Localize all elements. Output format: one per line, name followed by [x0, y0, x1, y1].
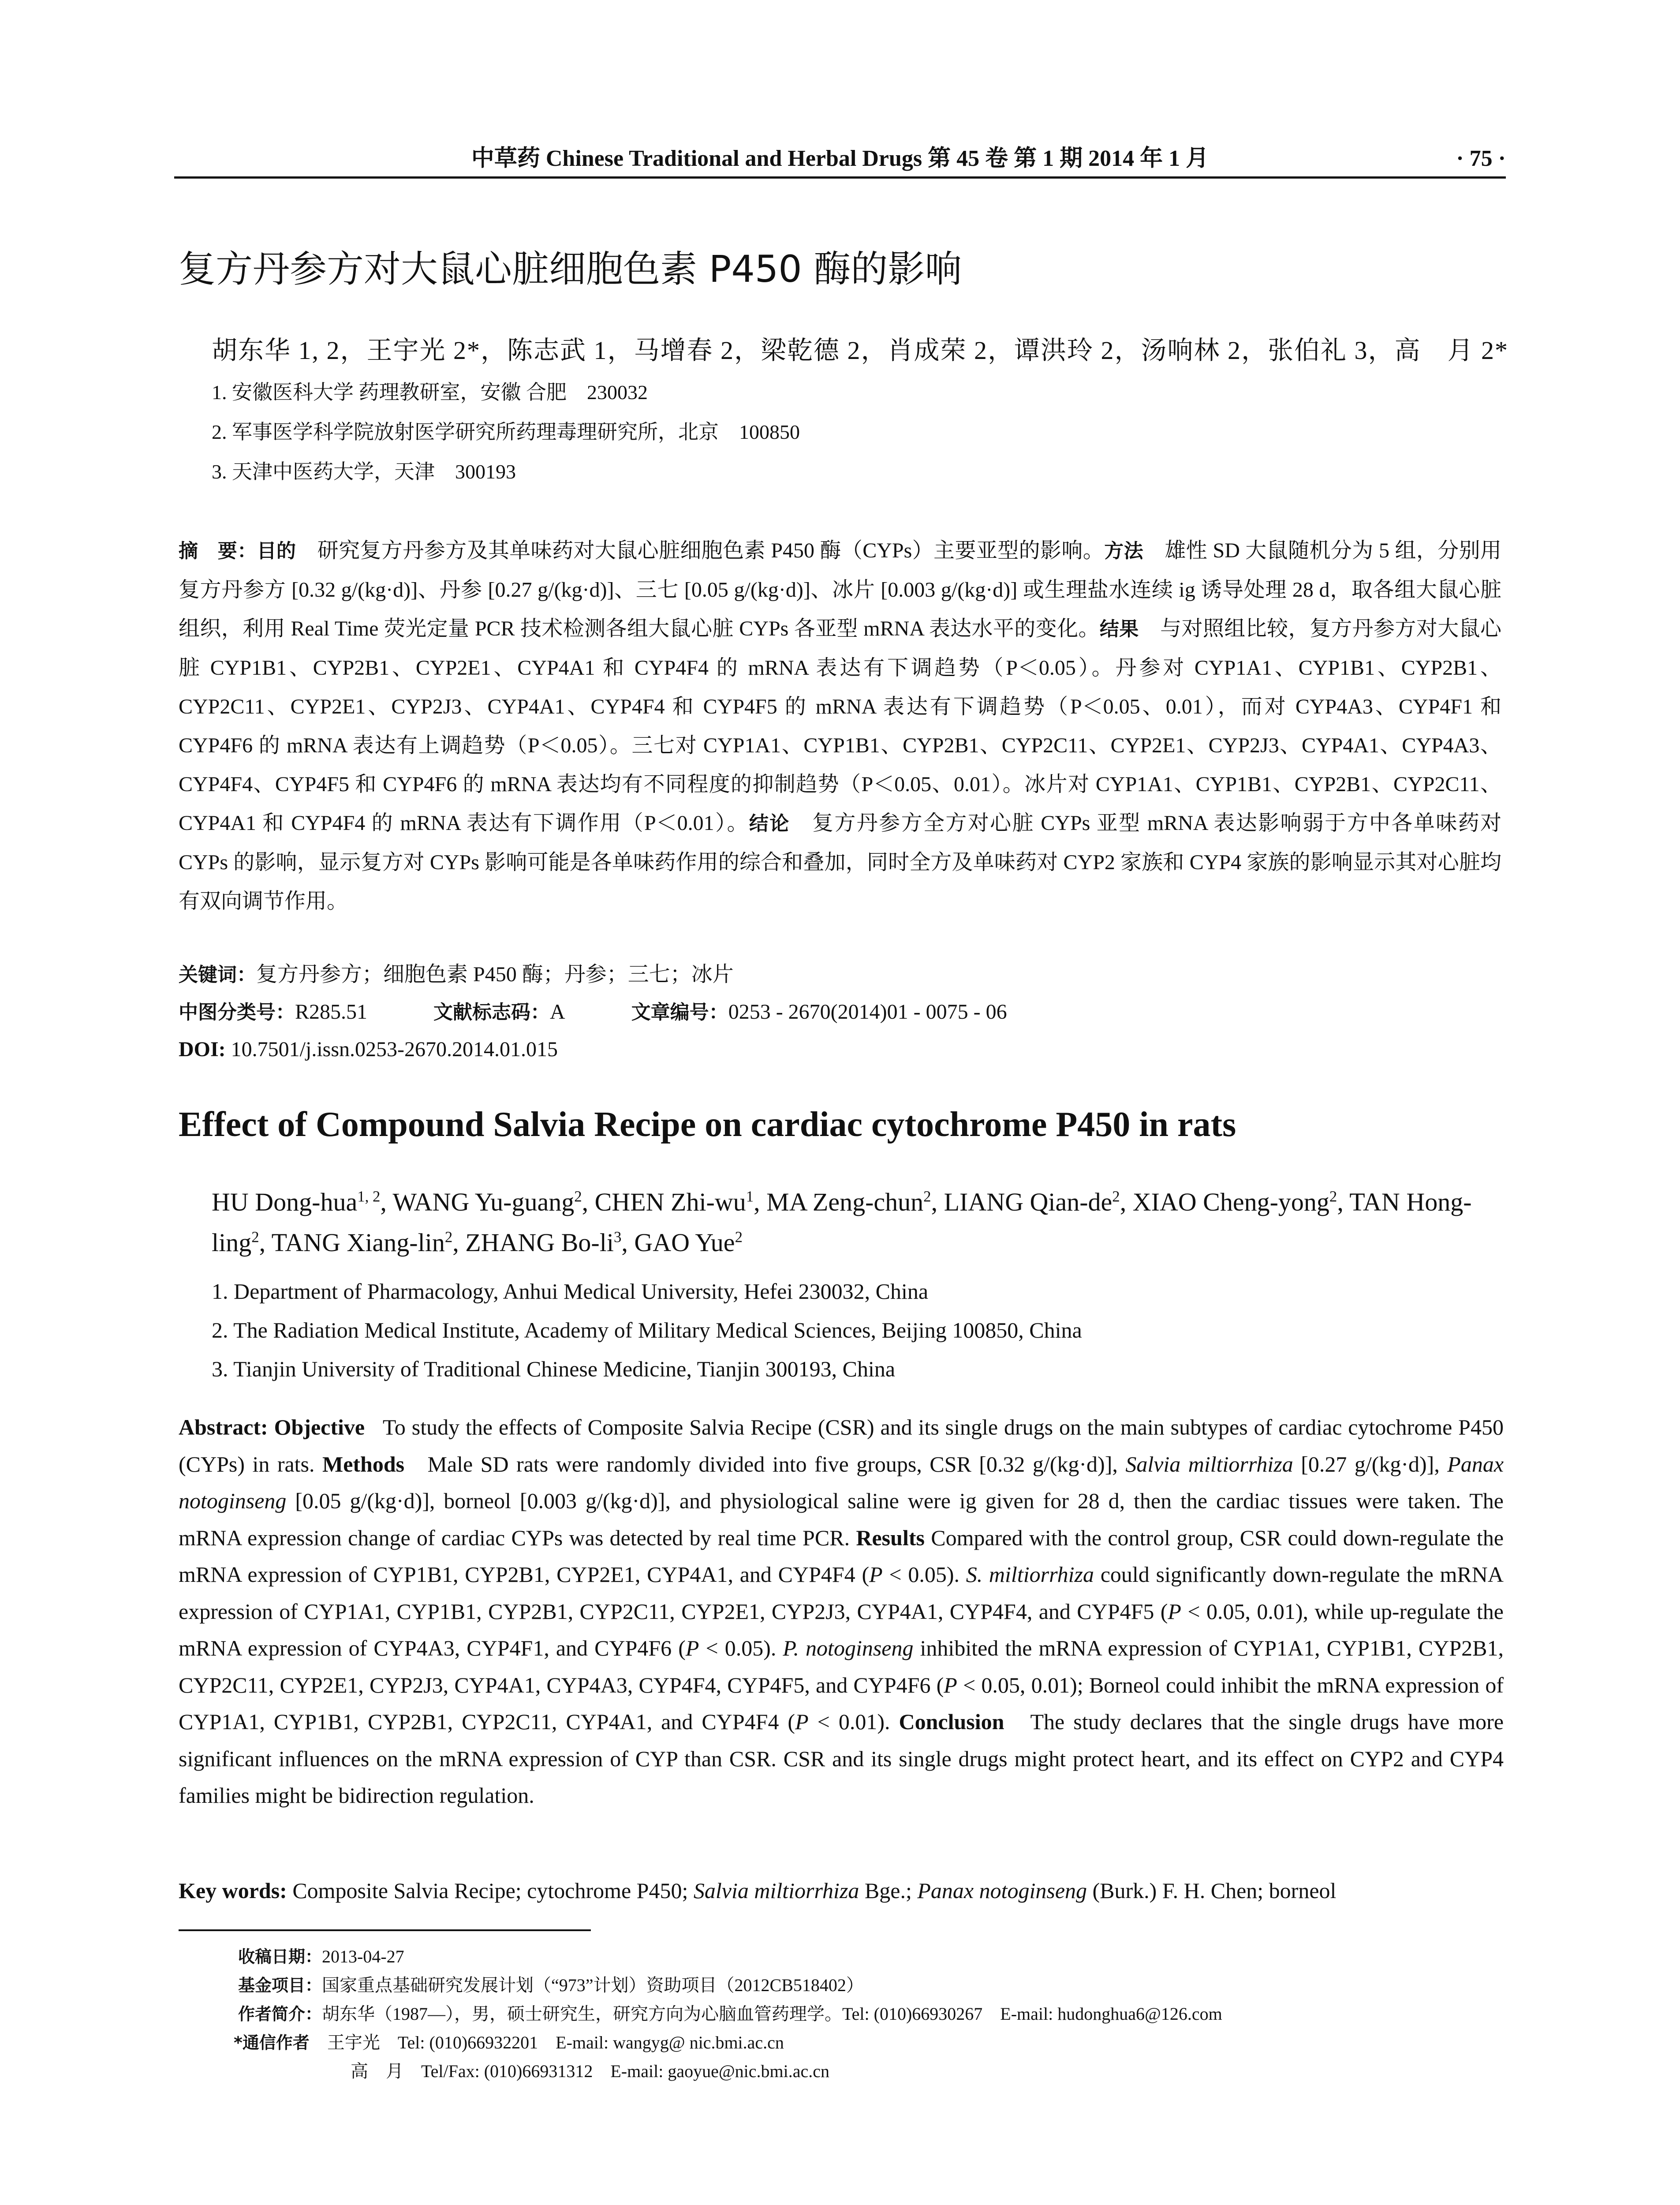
en-objective-text: To study the effects of Composite Salvia Recipe (CSR) and its single drugs on the main subtypes of cardiac cytochrome P450 (CYPs) in rats. — [179, 1415, 1504, 1476]
cn-article-no: 0253 - 2670(2014)01 - 0075 - 06 — [728, 1000, 1007, 1024]
cn-abstract — [179, 531, 1501, 921]
en-abstract — [179, 1409, 1504, 1814]
en-keywords-label: Key words: — [179, 1878, 287, 1903]
running-header — [174, 141, 1506, 181]
footnote-rule — [179, 1929, 591, 1931]
cn-abstract-label: 摘 要： — [179, 540, 257, 562]
page-number: · 75 · — [1456, 146, 1506, 171]
en-conclusion-label: Conclusion — [899, 1709, 1004, 1734]
header-rule — [174, 176, 1506, 179]
en-methods-label: Methods — [322, 1451, 405, 1476]
en-results-text: Compared with the control group, CSR could down-regulate the mRNA expression of CYP1B1, CYP2B1, CYP2E1, CYP4A1, and CYP4F4 (P < 0.05). S. miltiorrhiza could significantly down-regulate the mRNA expression of CYP1A1, CYP1B1, CYP2B1, CYP2C11, CYP2E1, CYP2J3, CYP4A1, CYP4F4, and CYP4F5 (P < 0.05, 0.01), while up-regulate the mRNA expression of CYP4A3, CYP4F1, and CYP4F6 (P < 0.05). P. notoginseng inhibited the mRNA expression of CYP1A1, CYP1B1, CYP2B1, CYP2C11, CYP2E1, CYP2J3, CYP4A1, CYP4A3, CYP4F4, CYP4F5, and CYP4F6 (P < 0.05, 0.01); Borneol could inhibit the mRNA expression of CYP1A1, CYP1B1, CYP2B1, CYP2C11, CYP4A1, and CYP4F4 (P < 0.01). — [179, 1525, 1504, 1734]
doi-value: 10.7501/j.issn.0253-2670.2014.01.015 — [231, 1038, 558, 1061]
cn-article-no-label: 文章编号： — [631, 1001, 728, 1024]
cn-results-label: 结果 — [1099, 618, 1139, 640]
cn-keywords-text: 复方丹参方；细胞色素 P450 酶；丹参；三七；冰片 — [256, 963, 734, 986]
cn-methods-text: 雄性 SD 大鼠随机分为 5 组，分别用复方丹参方 [0.32 g/(kg·d)]、丹参 [0.27 g/(kg·d)]、三七 [0.05 g/(kg·d)]、冰片 [0.003 g/(kg·d)] 或生理盐水连续 ig 诱导处理 28 d，取各组大鼠心脏组织，利用 Real Time 荧光定量 PCR 技术检测各组大鼠心脏 CYPs 各亚型 mRNA 表达水平的变化。 — [179, 539, 1501, 640]
corresponding-1: 王宇光 Tel: (010)66932201 E-mail: wangyg@ nic.bmi.ac.cn — [327, 2033, 784, 2052]
cn-authors: 胡东华 1, 2，王宇光 2*，陈志武 1，马增春 2，梁乾德 2，肖成荣 2，谭洪玲 2，汤响林 2，张伯礼 3，高 月 2* — [212, 336, 1509, 365]
cn-clc-label: 中图分类号： — [179, 1001, 295, 1024]
en-methods-text: Male SD rats were randomly divided into five groups, CSR [0.32 g/(kg·d)], Salvia miltiorrhiza [0.27 g/(kg·d)], Panax notoginseng [0.05 g/(kg·d)], borneol [0.003 g/(kg·d)], and physiological saline were ig given for 28 d, then the cardiac tissues were taken. The mRNA expression change of cardiac CYPs was detected by real time PCR. — [179, 1451, 1504, 1550]
received-date: 2013-04-27 — [322, 1947, 404, 1966]
en-keywords: Key words: Composite Salvia Recipe; cytochrome P450; Salvia miltiorrhiza Bge.; Panax notoginseng (Burk.) F. H. Chen; borneol — [179, 1878, 1337, 1903]
cn-objective-label: 目的 — [257, 540, 296, 562]
cn-affiliation-3: 3. 天津中医药大学，天津 300193 — [212, 460, 516, 483]
journal-line: 中草药 Chinese Traditional and Herbal Drugs 第 45 卷 第 1 期 2014 年 1 月 — [471, 146, 1209, 171]
footnote-corresponding-2: 高 月 Tel/Fax: (010)66931312 E-mail: gaoyue@nic.bmi.ac.cn — [351, 2061, 830, 2081]
en-authors: HU Dong-hua$^{1, 2}$, WANG Yu-guang$^2$, CHEN Zhi-$wu^1$, MA Zeng-chun$^2$, LIANG Qian-$de^2$, XIAO Cheng-yong$^2$, TAN Hong-ling$^2$, TANG Xiang-lin$^2$, ZHANG $Bo-li^3$, GAO Yue$^2$ — [212, 1188, 1472, 1257]
cn-conclusion-text: 复方丹参方全方对心脏 CYPs 亚型 mRNA 表达影响弱于方中各单味药对 CYPs 的影响，显示复方对 CYPs 影响可能是各单味药作用的综合和叠加，同时全方及单味药对 CYP2 家族和 CYP4 家族的影响显示其对心脏均有双向调节作用。 — [179, 811, 1501, 913]
cn-affiliation-2: 2. 军事医学科学院放射医学研究所药理毒理研究所，北京 100850 — [212, 421, 800, 443]
footnote-corresponding — [234, 2029, 784, 2057]
author-bio-label: 作者简介： — [238, 2004, 322, 2024]
cn-keywords — [179, 957, 734, 993]
doi-label: DOI: — [179, 1038, 226, 1061]
cn-results-text: 与对照组比较，复方丹参方对大鼠心脏 CYP1B1、CYP2B1、CYP2E1、CYP4A1 和 CYP4F4 的 mRNA 表达有下调趋势（P＜0.05）。丹参对 CYP1A1、CYP1B1、CYP2B1、CYP2C11、CYP2E1、CYP2J3、CYP4A1、CYP4F4 和 CYP4F5 的 mRNA 表达有下调趋势（P＜0.05、0.01），而对 CYP4A3、CYP4F1 和 CYP4F6 的 mRNA 表达有上调趋势（P＜0.05）。三七对 CYP1A1、CYP1B1、CYP2B1、CYP2C11、CYP2E1、CYP2J3、CYP4A1、CYP4A3、CYP4F4、CYP4F5 和 CYP4F6 的 mRNA 表达均有不同程度的抑制趋势（P＜0.05、0.01）。冰片对 CYP1A1、CYP1B1、CYP2B1、CYP2C11、CYP4A1 和 CYP4F4 的 mRNA 表达有下调作用（P＜0.01）。 — [179, 617, 1501, 835]
cn-title: 复方丹参方对大鼠心脏细胞色素 P450 酶的影响 — [179, 247, 962, 291]
en-title: Effect of Compound Salvia Recipe on cardiac cytochrome P450 in rats — [179, 1105, 1236, 1144]
cn-keywords-label: 关键词： — [179, 964, 256, 986]
fund-label: 基金项目： — [238, 1976, 322, 1995]
cn-doc-code-label: 文献标志码： — [433, 1001, 550, 1024]
en-affiliation-3: 3. Tianjin University of Traditional Chinese Medicine, Tianjin 300193, China — [212, 1357, 896, 1381]
cn-doc-code: A — [550, 1000, 565, 1024]
en-affiliation-1: 1. Department of Pharmacology, Anhui Medical University, Hefei 230032, China — [212, 1279, 929, 1304]
cn-affiliation-1: 1. 安徽医科大学 药理教研室，安徽 合肥 230032 — [212, 381, 648, 404]
cn-conclusion-label: 结论 — [749, 812, 790, 835]
fund-text: 国家重点基础研究发展计划（“973”计划）资助项目（2012CB518402） — [322, 1975, 864, 1995]
cn-clc: R285.51 — [295, 1000, 368, 1024]
received-label: 收稿日期： — [238, 1947, 322, 1966]
author-bio-text: 胡东华（1987—），男，硕士研究生，研究方向为心脑血管药理学。Tel: (010)66930267 E-mail: hudonghua6@126.com — [322, 2004, 1222, 2024]
cn-methods-label: 方法 — [1104, 540, 1143, 562]
footnote-fund — [238, 1971, 864, 1999]
en-conclusion-text: The study declares that the single drugs have more significant influences on the mRNA expression of CYP than CSR. CSR and its single drugs might protect heart, and its effect on CYP2 and CYP4 families might be bidirection regulation. — [179, 1709, 1504, 1808]
cn-objective-text: 研究复方丹参方及其单味药对大鼠心脏细胞色素 P450 酶（CYPs）主要亚型的影响。 — [317, 539, 1105, 562]
en-results-label: Results — [856, 1525, 925, 1550]
footnote-author — [238, 2000, 1222, 2028]
corresponding-label: *通信作者 — [234, 2033, 310, 2052]
en-objective-label: Abstract: Objective — [179, 1415, 365, 1439]
en-affiliation-2: 2. The Radiation Medical Institute, Academy of Military Medical Sciences, Beijing 100850, China — [212, 1318, 1082, 1342]
cn-doi — [179, 1032, 558, 1067]
cn-classification — [179, 994, 1007, 1030]
footnote-received — [238, 1943, 404, 1971]
